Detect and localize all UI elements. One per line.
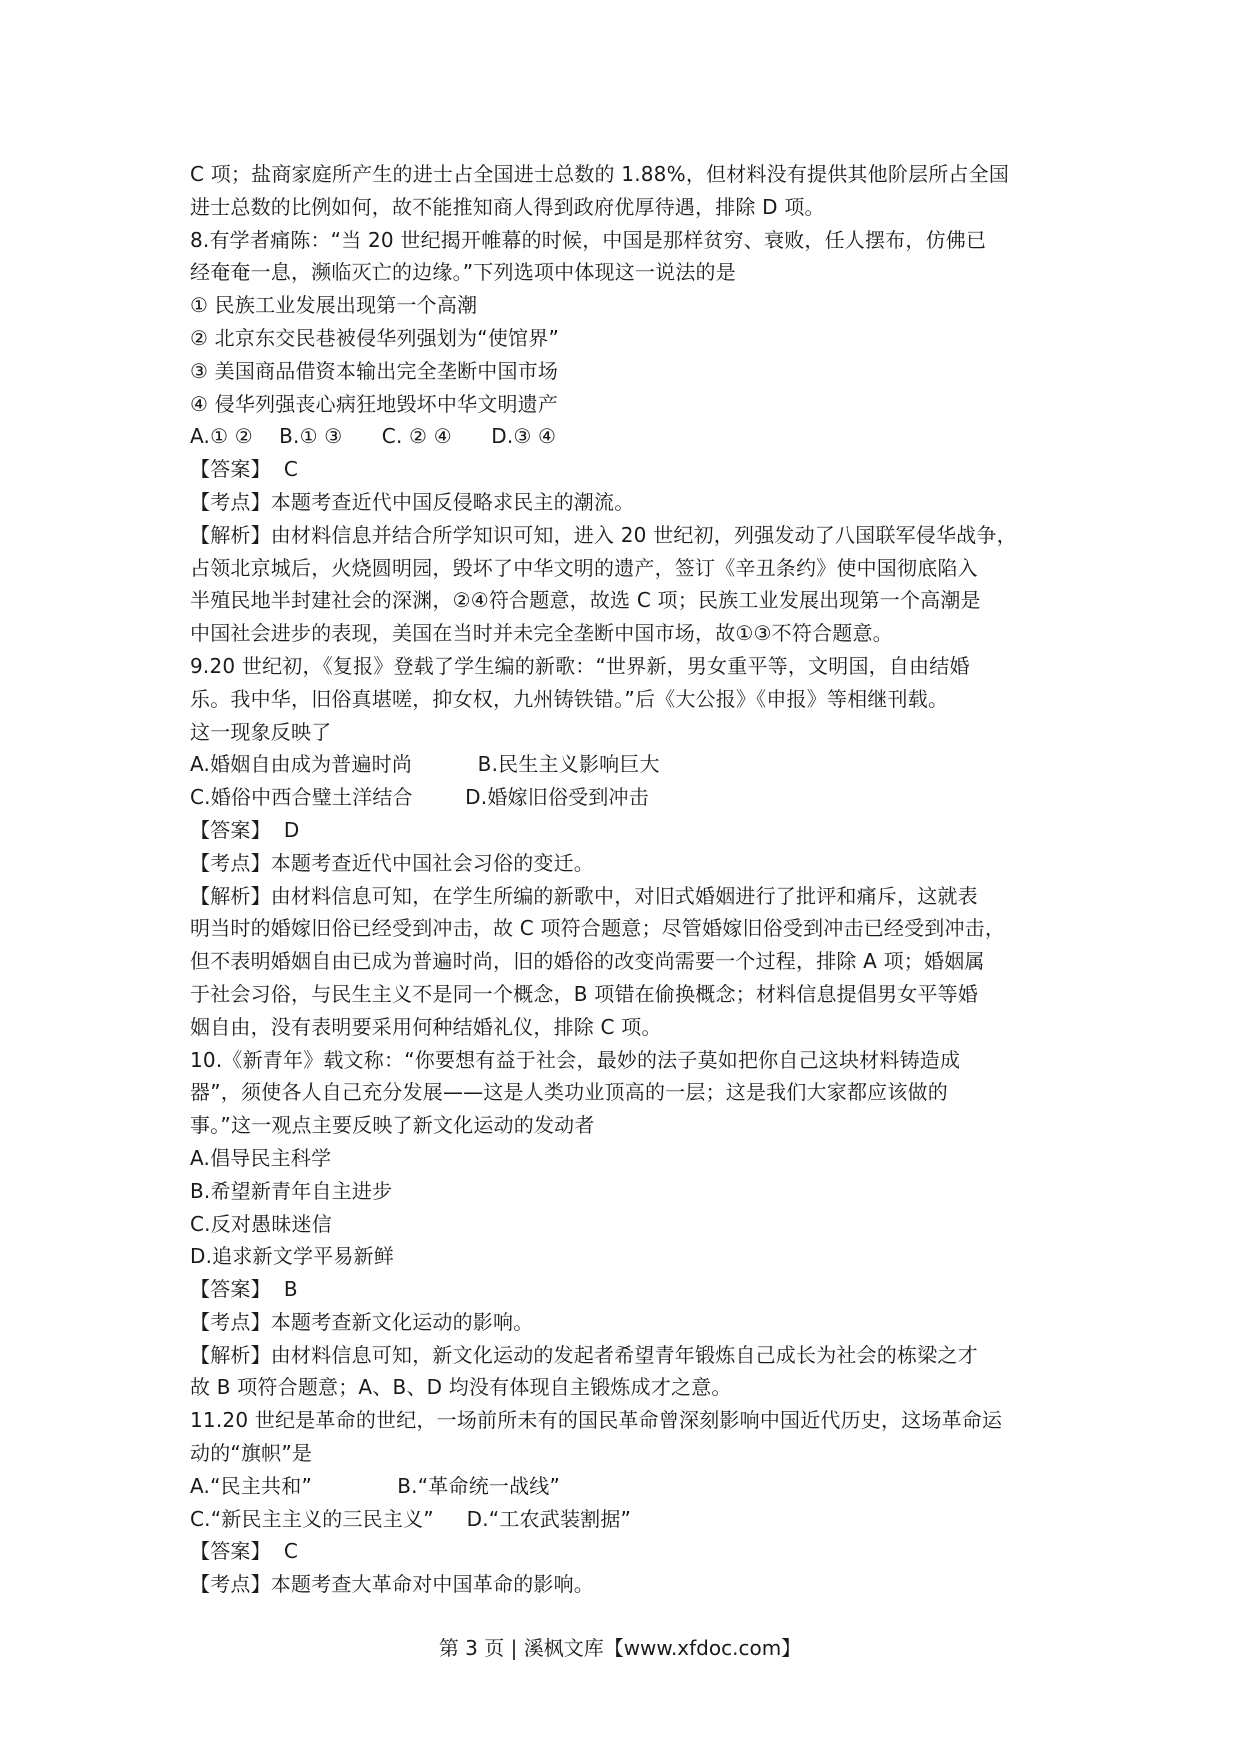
text-line: 乐。我中华，旧俗真堪嗟，抑女权，九州铸铁错。”后《大公报》《申报》等相继刊载。: [190, 686, 949, 711]
answer-label: 【答案】 C: [190, 457, 299, 482]
text-line: 动的“旗帜”是: [190, 1441, 313, 1466]
document-body: [190, 158, 1070, 1601]
analysis-text: 姻自由，没有表明要采用何种结婚礼仪，排除 C 项。: [190, 1014, 662, 1039]
question-9-stem: 9.20 世纪初，《复报》登载了学生编的新歌：“世界新，男女重平等，文明国，自由结婚: [190, 653, 970, 678]
answer-option: A.倡导民主科学: [190, 1145, 332, 1170]
text-line: 事。”这一观点主要反映了新文化运动的发动者: [190, 1113, 595, 1138]
topic-label: 【考点】本题考查新文化运动的影响。: [190, 1309, 534, 1334]
question-11-stem: 11.20 世纪是革命的世纪，一场前所未有的国民革命曾深刻影响中国近代历史，这场革命运: [190, 1408, 1003, 1433]
topic-label: 【考点】本题考查近代中国社会习俗的变迁。: [190, 850, 594, 875]
analysis-text: 故 B 项符合题意；A、B、D 均没有体现自主锻炼成才之意。: [190, 1375, 732, 1400]
answer-options: A.“民主共和” B.“革命统一战线”: [190, 1473, 561, 1498]
analysis-text: 【解析】由材料信息可知，在学生所编的新歌中，对旧式婚姻进行了批评和痛斥，这就表: [190, 883, 978, 908]
answer-options: A.婚姻自由成为普遍时尚 B.民生主义影响巨大: [190, 752, 660, 777]
statement-item: ③ 美国商品借资本输出完全垄断中国市场: [190, 358, 559, 383]
answer-options: A.① ② B.① ③ C. ② ④ D.③ ④: [190, 424, 557, 449]
analysis-text: 【解析】由材料信息并结合所学知识可知，进入 20 世纪初，列强发动了八国联军侵华战争，: [190, 522, 1017, 547]
text-line: C 项；盐商家庭所产生的进士占全国进士总数的 1.88%，但材料没有提供其他阶层所占全国: [190, 162, 1010, 186]
statement-item: ① 民族工业发展出现第一个高潮: [190, 293, 478, 318]
analysis-text: 但不表明婚姻自由已成为普遍时尚，旧的婚俗的改变尚需要一个过程，排除 A 项；婚姻属: [190, 949, 985, 974]
page-footer: 第 3 页 | 溪枫文库【www.xfdoc.com】: [438, 1636, 802, 1660]
analysis-text: 【解析】由材料信息可知，新文化运动的发起者希望青年锻炼自己成长为社会的栋梁之才: [190, 1342, 978, 1367]
question-10-stem: 10.《新青年》载文称：“你要想有益于社会，最妙的法子莫如把你自己这块材料铸造成: [190, 1047, 961, 1072]
analysis-text: 中国社会进步的表现，美国在当时并未完全垄断中国市场，故①③不符合题意。: [190, 621, 893, 646]
answer-options: C.婚俗中西合璧土洋结合 D.婚嫁旧俗受到冲击: [190, 785, 649, 810]
text-line: 这一现象反映了: [190, 719, 332, 744]
answer-options: C.“新民主主义的三民主义” D.“工农武装割据”: [190, 1506, 632, 1531]
text-line: 器”，须使各人自己充分发展——这是人类功业顶高的一层；这是我们大家都应该做的: [190, 1080, 948, 1105]
text-line: 经奄奄一息，濒临灭亡的边缘。”下列选项中体现这一说法的是: [190, 260, 736, 285]
topic-label: 【考点】本题考查大革命对中国革命的影响。: [190, 1572, 594, 1597]
answer-label: 【答案】 B: [190, 1277, 298, 1302]
statement-item: ② 北京东交民巷被侵华列强划为“使馆界”: [190, 325, 560, 350]
text-line: 进士总数的比例如何，故不能推知商人得到政府优厚待遇，排除 D 项。: [190, 194, 825, 219]
analysis-text: 明当时的婚嫁旧俗已经受到冲击，故 C 项符合题意；尽管婚嫁旧俗受到冲击已经受到冲击，: [190, 916, 1006, 941]
analysis-text: 于社会习俗，与民生主义不是同一个概念，B 项错在偷换概念；材料信息提倡男女平等婚: [190, 981, 979, 1006]
analysis-text: 半殖民地半封建社会的深渊，②④符合题意，故选 C 项；民族工业发展出现第一个高潮是: [190, 588, 981, 613]
question-8-stem: 8.有学者痛陈：“当 20 世纪揭开帷幕的时候，中国是那样贫穷、衰败，任人摆布，仿佛已: [190, 227, 987, 252]
topic-label: 【考点】本题考查近代中国反侵略求民主的潮流。: [190, 489, 635, 514]
answer-label: 【答案】 D: [190, 817, 300, 842]
answer-option: B.希望新青年自主进步: [190, 1178, 393, 1203]
analysis-text: 占领北京城后，火烧圆明园，毁坏了中华文明的遗产，签订《辛丑条约》使中国彻底陷入: [190, 555, 978, 580]
statement-item: ④ 侵华列强丧心病狂地毁坏中华文明遗产: [190, 391, 559, 416]
answer-option: D.追求新文学平易新鲜: [190, 1244, 394, 1269]
answer-option: C.反对愚昧迷信: [190, 1211, 332, 1236]
answer-label: 【答案】 C: [190, 1539, 299, 1564]
